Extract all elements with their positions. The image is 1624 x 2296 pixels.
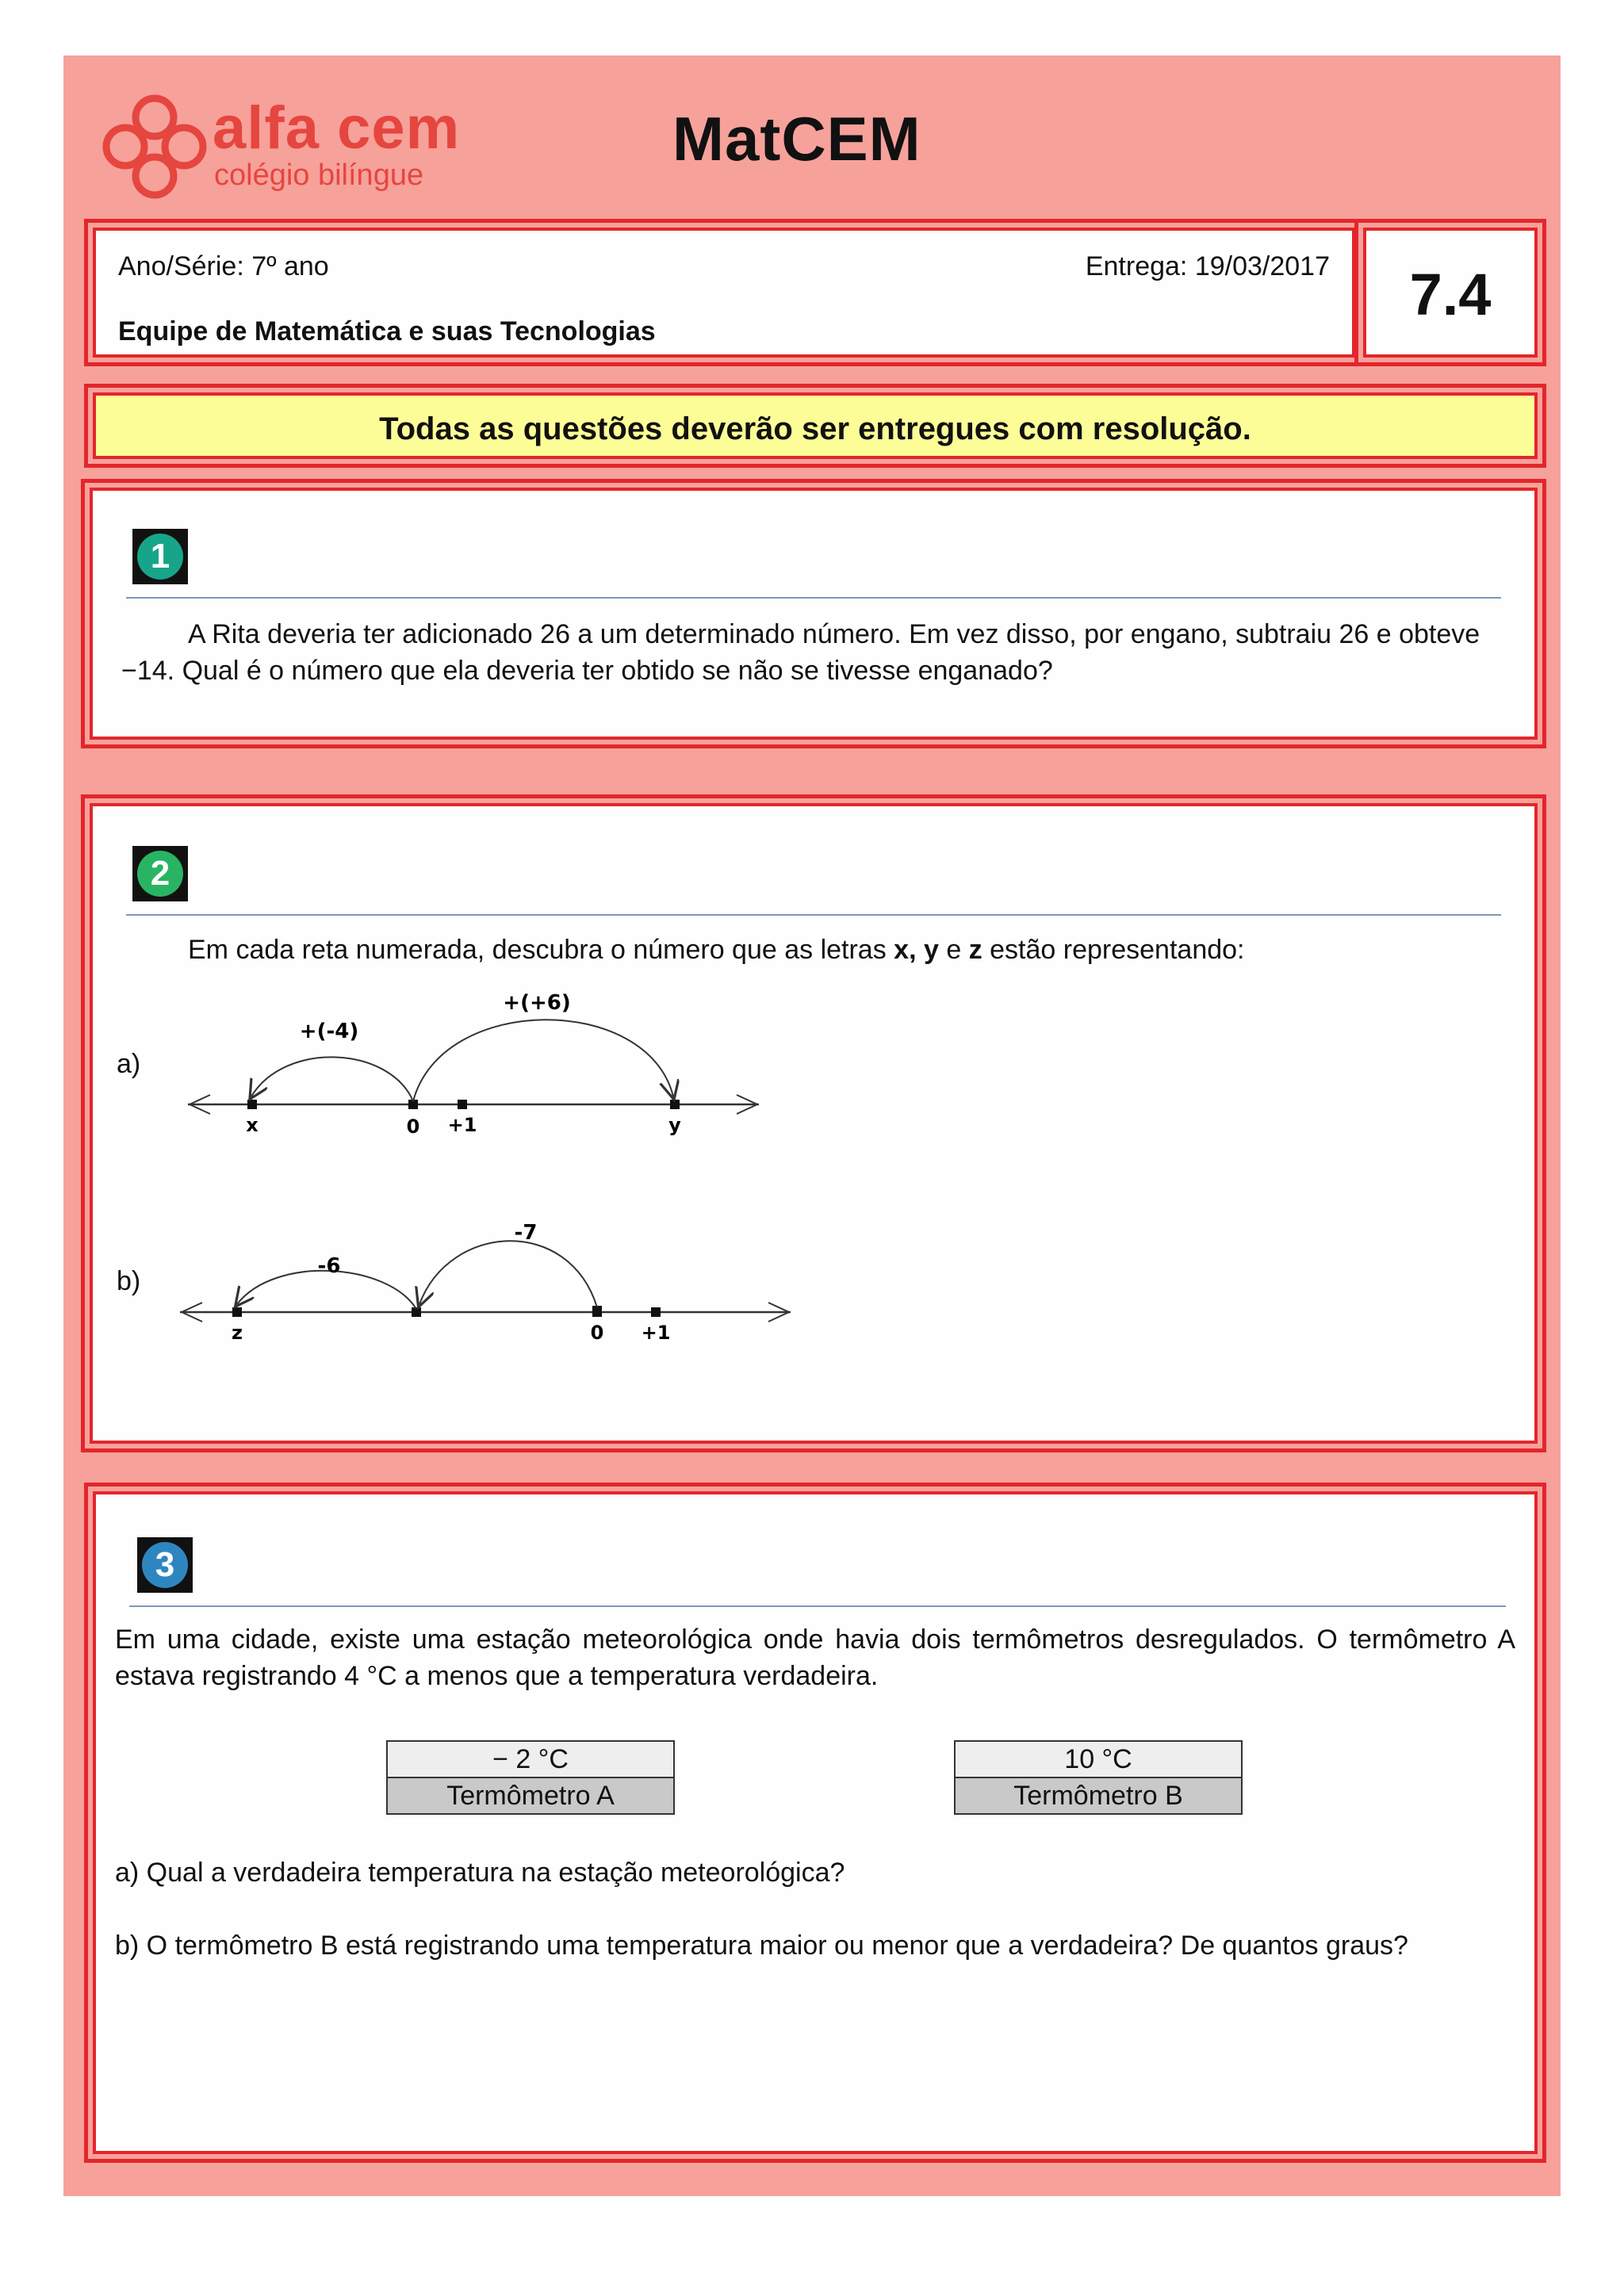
- question-1-divider: [126, 597, 1501, 599]
- tick-label-y: y: [668, 1114, 681, 1136]
- tick-label-x: x: [246, 1114, 259, 1136]
- question-2-number-icon: 2: [132, 846, 188, 901]
- code-box: [1354, 219, 1546, 366]
- question-1-text: A Rita deveria ter adicionado 26 a um determinado número. Em vez disso, por engano, subtraiu 26 e obteve −14. Qual é o número que ela deveria ter obtido se não se tivesse enganado?: [121, 619, 1480, 686]
- worksheet-page: [63, 55, 1561, 2196]
- question-2-divider: [126, 914, 1501, 916]
- arc-label-a-left: +(-4): [299, 1020, 359, 1043]
- question-3a-text: a) Qual a verdadeira temperatura na estação meteorológica?: [115, 1858, 845, 1888]
- instruction-banner: [84, 384, 1546, 468]
- info-box: [84, 219, 1364, 366]
- thermometer-b: [954, 1740, 1243, 1815]
- question-2-box: [81, 794, 1546, 1452]
- page-title: MatCEM: [672, 104, 921, 174]
- question-3-box: [84, 1483, 1546, 2163]
- question-3-divider: [129, 1605, 1506, 1607]
- tick-label-plus-one-b: +1: [641, 1322, 671, 1344]
- question-3-number-icon: 3: [137, 1537, 193, 1593]
- delivery-date: Entrega: 19/03/2017: [1085, 251, 1330, 281]
- thermometer-b-label: Termômetro B: [954, 1778, 1243, 1815]
- part-b-label: b): [117, 1266, 141, 1296]
- question-2-text: Em cada reta numerada, descubra o número que as letras x, y e z estão representando:: [188, 935, 1245, 965]
- arc-label-a-right: +(+6): [503, 991, 571, 1015]
- thermometer-a-label: Termômetro A: [386, 1778, 675, 1815]
- series-label: Ano/Série: 7º ano: [118, 251, 329, 281]
- logo-tagline: colégio bilíngue: [214, 159, 424, 192]
- question-3-text: Em uma cidade, existe uma estação meteorológica onde havia dois termômetros desregulados. O termômetro A estava registrando 4 °C a menos que a temperatura verdadeira.: [115, 1624, 1515, 1691]
- banner-text: Todas as questões deverão ser entregues com resolução.: [379, 411, 1251, 446]
- thermometer-b-value: 10 °C: [954, 1740, 1243, 1778]
- thermometer-a-value: − 2 °C: [386, 1740, 675, 1778]
- school-logo: [95, 87, 508, 214]
- tick-label-zero-a: 0: [406, 1115, 420, 1138]
- question-3b-text: b) O termômetro B está registrando uma temperatura maior ou menor que a verdadeira? De quantos graus?: [115, 1931, 1408, 1961]
- arc-label-b-left: -6: [317, 1254, 341, 1278]
- thermometer-a: [386, 1740, 675, 1815]
- arc-label-b-right: -7: [514, 1221, 538, 1245]
- question-1-box: [81, 479, 1546, 748]
- tick-label-z: z: [232, 1322, 243, 1344]
- team-label: Equipe de Matemática e suas Tecnologias: [118, 316, 656, 346]
- logo-brand-text: alfa cem: [213, 94, 461, 162]
- question-1-number-icon: 1: [132, 529, 188, 584]
- part-a-label: a): [117, 1049, 141, 1079]
- number-line-a: [188, 985, 791, 1160]
- worksheet-code: 7.4: [1409, 262, 1492, 327]
- number-line-b: [180, 1207, 814, 1366]
- logo-knot-icon: [95, 87, 214, 206]
- tick-label-zero-b: 0: [590, 1322, 604, 1344]
- tick-label-plus-one-a: +1: [447, 1114, 477, 1136]
